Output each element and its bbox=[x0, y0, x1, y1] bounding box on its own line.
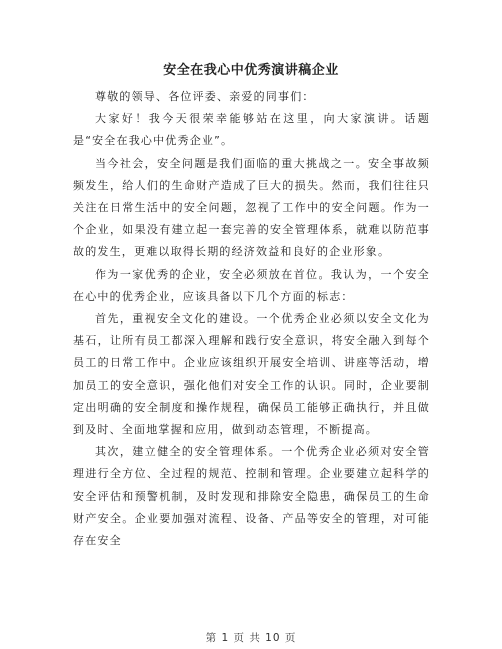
second-point-paragraph: 其次，建立健全的安全管理体系。一个优秀企业必须对安全管理进行全方位、全过程的规范、控制和管理。企业要建立起科学的安全评估和预警机制，及时发现和排除安全隐患，确保员工的生命财产安全。企业要加强对流程、设备、产品等安全的管理，对可能存在安全 bbox=[73, 445, 430, 548]
page-number-footer: 第 1 页 共 10 页 bbox=[205, 632, 297, 644]
document-title: 安全在我心中优秀演讲稿企业 bbox=[163, 63, 339, 78]
intro-paragraph: 当今社会，安全问题是我们面临的重大挑战之一。安全事故频频发生，给人们的生命财产造成了巨大的损失。然而，我们往往只关注在日常生活中的安全问题，忽视了工作中的安全问题。作为一个企业，如果没有建立起一套完善的安全管理体系，就难以防范事故的发生，更难以取得长期的经济效益和良好的企业形象。 bbox=[73, 156, 430, 259]
greeting-paragraph: 大家好！我今天很荣幸能够站在这里，向大家演讲。话题是“安全在我心中优秀企业”。 bbox=[73, 112, 430, 148]
document-body bbox=[73, 86, 430, 552]
salutation-paragraph: 尊敬的领导、各位评委、亲爱的同事们： bbox=[95, 90, 315, 103]
first-point-paragraph: 首先，重视安全文化的建设。一个优秀企业必须以安全文化为基石，让所有员工都深入理解和践行安全意识，将安全融入到每个员工的日常工作中。企业应该组织开展安全培训、讲座等活动，增加员工的安全意识，强化他们对安全工作的认识。同时，企业要制定出明确的安全制度和操作规程，确保员工能够正确执行，并且做到及时、全面地掌握和应用，做到动态管理，不断提高。 bbox=[73, 312, 430, 437]
thesis-paragraph: 作为一家优秀的企业，安全必须放在首位。我认为，一个安全在心中的优秀企业，应该具备以下几个方面的标志： bbox=[73, 267, 430, 303]
